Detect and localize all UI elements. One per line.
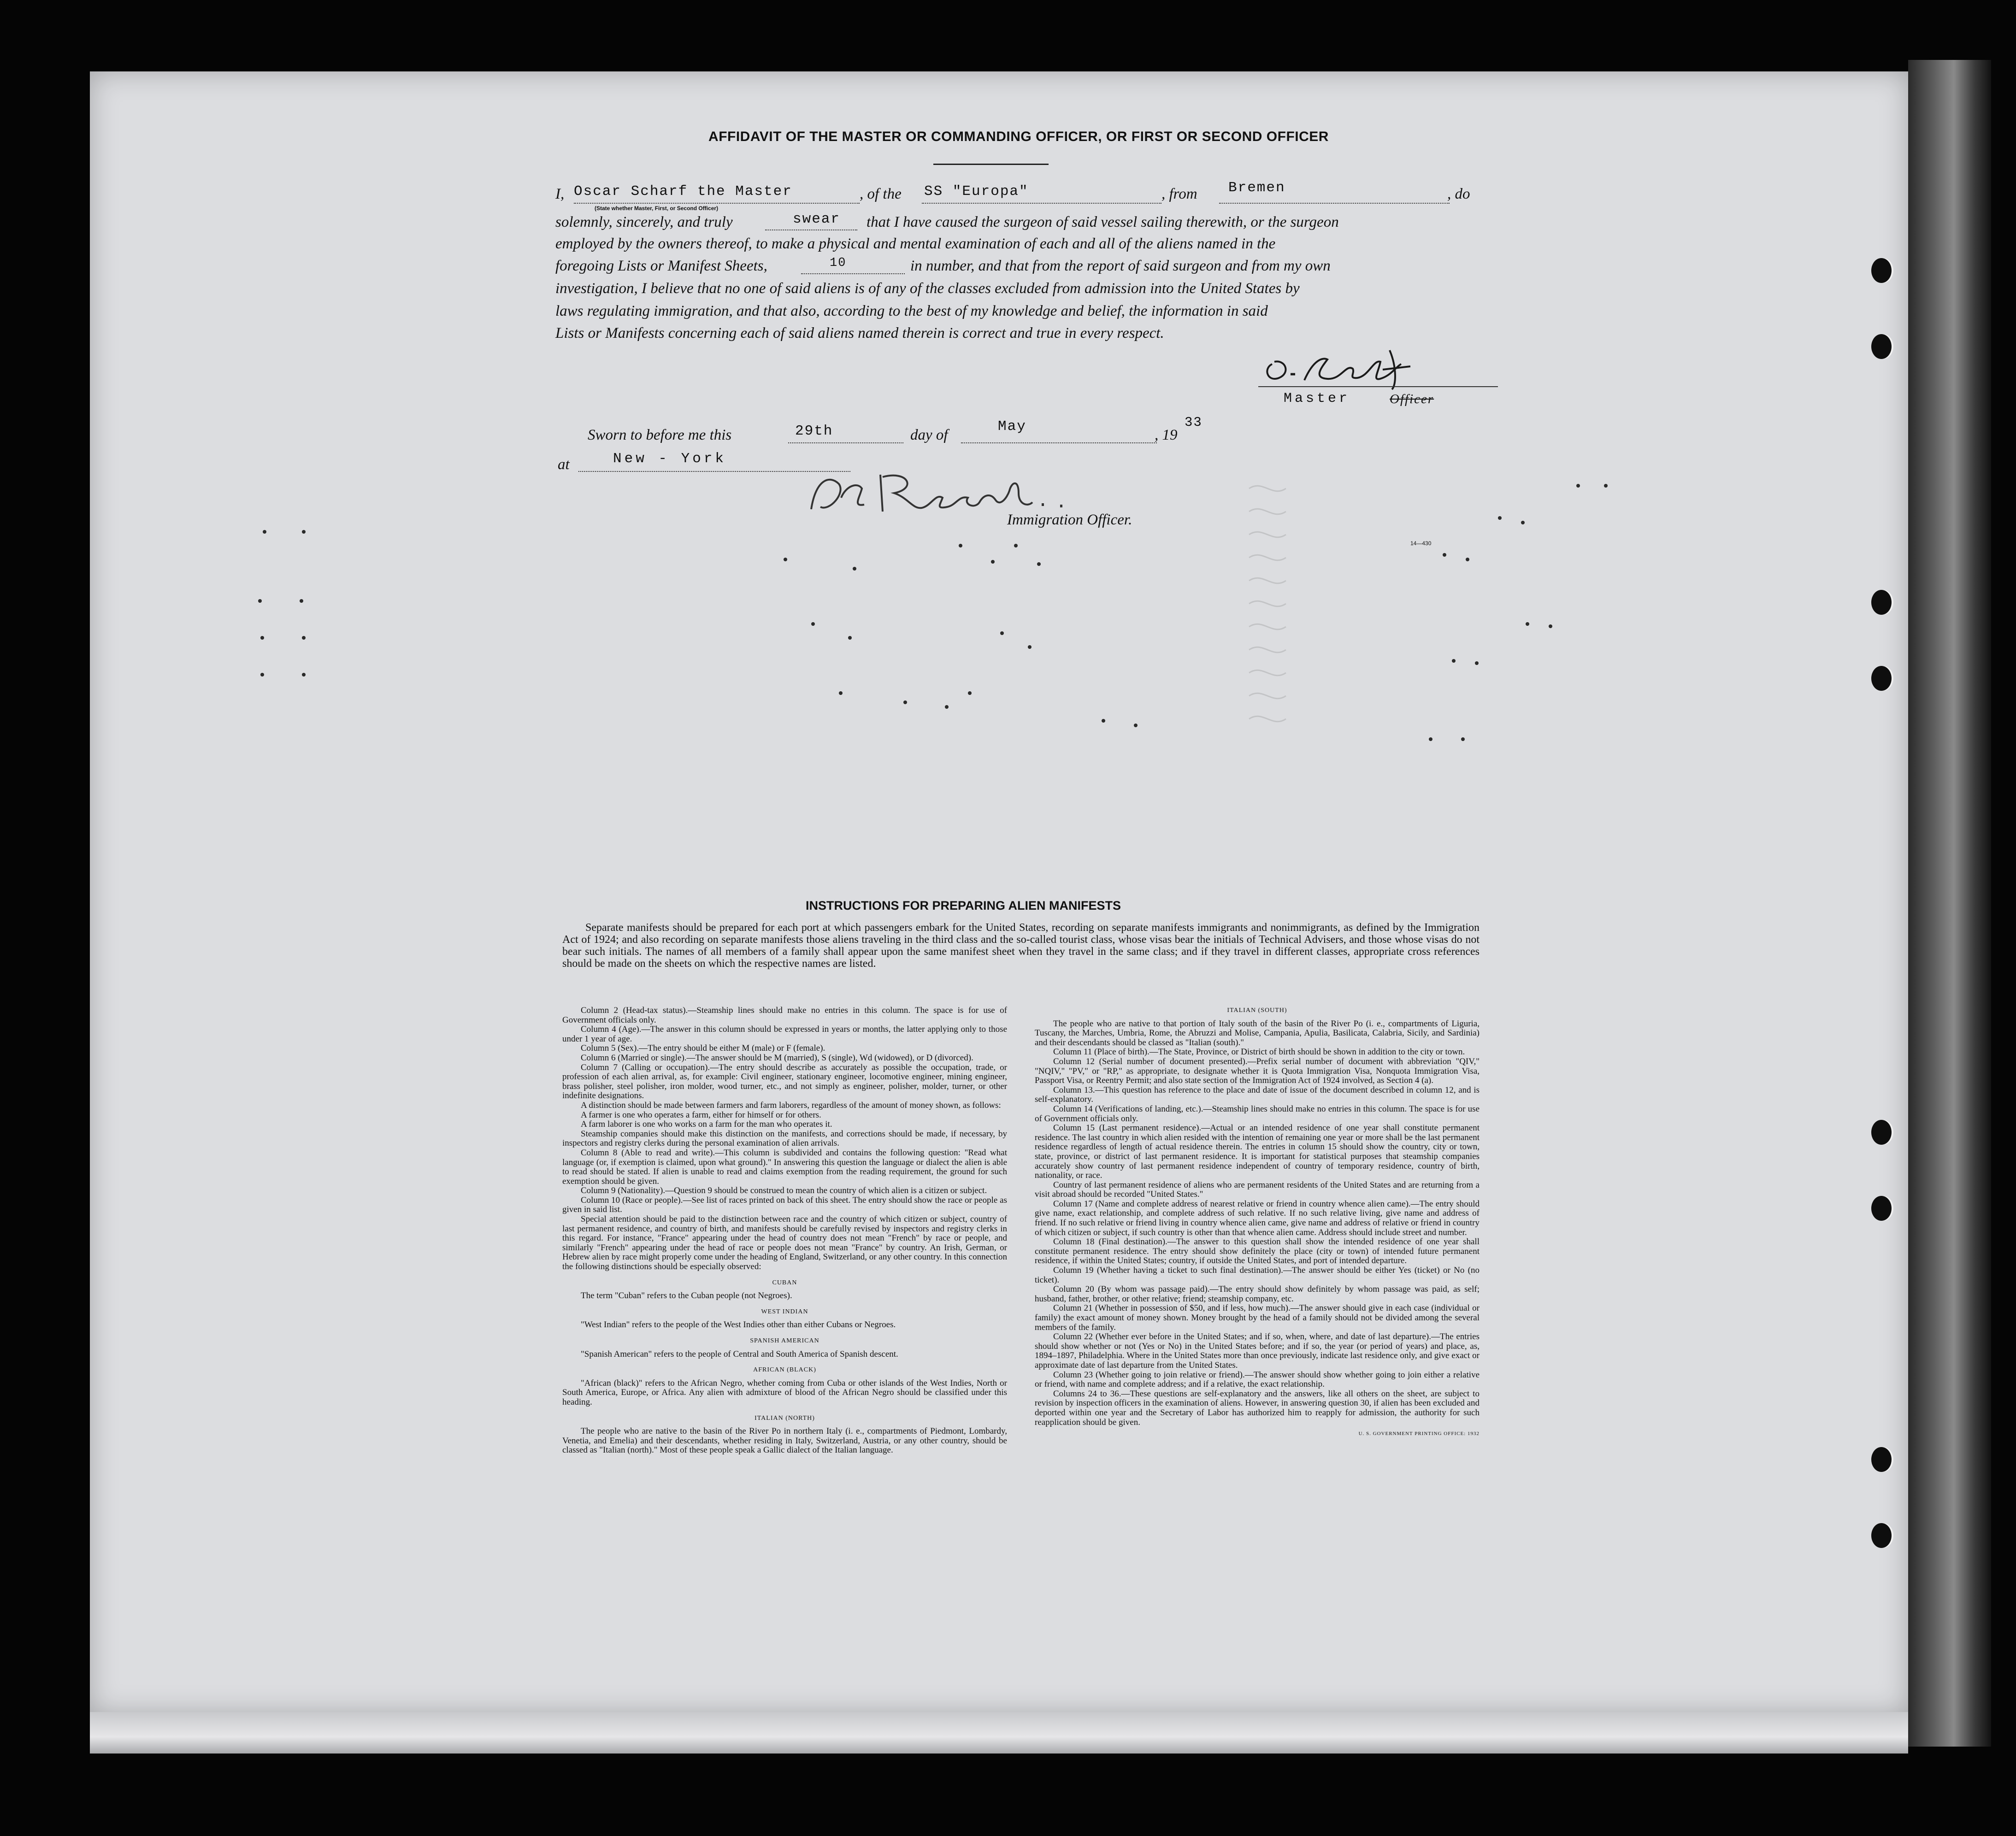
- para-african: "African (black)" refers to the African Negro, whether coming from Cuba or other islands of the West Indies, North or South America, Europe, or Africa. Any alien with admixture of blood of the African Negro should be classified under this heading.: [562, 1378, 1007, 1407]
- left-para: Column 6 (Married or single).—The answer should be M (married), S (single), Wd (widowed), or D (divorced).: [581, 1053, 973, 1063]
- right-para: Column 22 (Whether ever before in the United States; and if so, when, where, and date of last departure).—The entries should show whether or not (Yes or No) in the United States before; and if so, the year (or period of years) and place, as, 1894–1897, Philadelphia. Where in the United States more than once previously, indicate last residence only, and give exact or approximate date of last departure from the United States.: [1035, 1332, 1480, 1370]
- left-para: Column 10 (Race or people).—See list of races printed on back of this sheet. The entry should show the race or people as given in said list.: [562, 1195, 1007, 1215]
- para-west-indian: "West Indian" refers to the people of the West Indies other than either Cubans or Negroes.: [581, 1320, 896, 1330]
- form-number: 14—430: [1410, 540, 1432, 547]
- sworn-at-label: at: [558, 456, 570, 473]
- punch-hole-icon: [1871, 1523, 1892, 1548]
- para-spanish-american: "Spanish American" refers to the people of Central and South America of Spanish descent.: [581, 1349, 898, 1359]
- vessel-field: SS "Europa": [924, 183, 1029, 200]
- instructions-right-column: [1035, 1006, 1480, 1439]
- instructions-title: INSTRUCTIONS FOR PREPARING ALIEN MANIFESTS: [805, 899, 1121, 912]
- port-underline: [1219, 203, 1450, 204]
- para-cuban: The term "Cuban" refers to the Cuban people (not Negroes).: [581, 1291, 792, 1301]
- ledger-binding: [1908, 60, 1991, 1747]
- right-para: Columns 24 to 36.—These questions are self-explanatory and the answers, like all others on the sheet, are subject to revision by inspection officers in the examination of aliens. However, in answering question 30, if alien has been excluded and deported within one year and the Secretary of Labor has authorized him to reapply for admission, the authority for such reapplication should be given.: [1035, 1389, 1480, 1427]
- sheet-count-underline: [801, 273, 905, 274]
- left-para: A farmer is one who operates a farm, either for himself or for others.: [581, 1110, 821, 1120]
- affidavit-line-1a: I,: [555, 186, 565, 202]
- heading-african: AFRICAN (BLACK): [753, 1366, 816, 1374]
- left-para: Column 4 (Age).—The answer in this column should be expressed in years or months, the latter applying only to those under 1 year of age.: [562, 1024, 1007, 1044]
- affidavit-line-6: laws regulating immigration, and that also, according to the best of my knowledge and belief, the information in said: [555, 303, 1268, 319]
- right-para: Column 14 (Verifications of landing, etc.).—Steamship lines should make no entries in this column. The space is for use of Government officials only.: [1035, 1104, 1480, 1124]
- officer-rank-note: (State whether Master, First, or Second Officer): [595, 205, 719, 212]
- officer-name-field: Oscar Scharf the Master: [574, 183, 792, 200]
- left-para: Column 7 (Calling or occupation).—The entry should describe as accurately as possible the occupation, trade, or profession of each alien arrival, as, for example: Civil engineer, stationary engineer, locomotive engineer, mining engineer, brass polisher, steel polisher, iron molder, wood turner, etc., and not simply as engineer, polisher, molder, turner, or other indefinite designations.: [562, 1062, 1007, 1101]
- punch-hole-icon: [1871, 334, 1892, 359]
- show-through-marks: [1244, 479, 1798, 737]
- affidavit-line-3: employed by the owners thereof, to make a physical and mental examination of each and all of the aliens named in the: [555, 235, 1276, 252]
- sworn-month-field: May: [998, 418, 1026, 435]
- oath-value: swear: [793, 211, 841, 227]
- sworn-prefix: Sworn to before me this: [588, 427, 732, 443]
- gpo-imprint: U. S. GOVERNMENT PRINTING OFFICE: 1932: [1358, 1431, 1480, 1437]
- para-italian-north: The people who are native to the basin of the River Po in northern Italy (i. e., compartments of Piedmont, Lombardy, Venetia, and Emelia) and their descendants, whether residing in Italy, Switzerland, Austria, or any other country, should be classed as "Italian (north)." Most of these people speak a Gallic dialect of the Italian language.: [562, 1426, 1007, 1455]
- left-para: Column 8 (Able to read and write).—This column is subdivided and contains the following question: "Read what language (or, if exemption is claimed, upon what ground)." In answering this question the language or dialect the alien is able to read should be stated. If alien is unable to read and claims exemption from the reading requirement, the ground for such exemption should be given.: [562, 1148, 1007, 1186]
- instructions-intro: Separate manifests should be prepared for each port at which passengers embark for the United States, recording on separate manifests immigrants and nonimmigrants, as defined by the Immigration Act of 1924; and also recording on separate manifests those aliens traveling in the third class and the so-called tourist class, whose visas bear the initials of Technical Advisers, and those whose visas do not bear such initials. The names of all members of a family shall appear upon the same manifest sheet when they travel in the same class; and if they travel in different classes, appropriate cross references should be made on the sheets on which the respective names are listed.: [562, 922, 1480, 970]
- left-para: Special attention should be paid to the distinction between race and the country of which citizen or subject, country of last permanent residence, and country of birth, and manifests should be carefully revised by inspectors and registry clerks in this regard. For instance, "France" appearing under the head of country does not mean "French" by race or people, and similarly "French" appearing under the head of race or people does not mean "France" by country. An Irish, German, or Hebrew alien by race might properly come under the heading of England, Switzerland, or any other country. In this connection the following distinctions should be especially observed:: [562, 1214, 1007, 1272]
- master-signature-line: [1258, 386, 1498, 387]
- sworn-month-underline: [961, 442, 1157, 443]
- right-para: Country of last permanent residence of aliens who are permanent residents of the United States and are returning from a visit abroad should be recorded "United States.": [1035, 1180, 1480, 1200]
- left-para: A distinction should be made between farmers and farm laborers, regardless of the amount of money shown, as follows:: [581, 1100, 1001, 1110]
- punch-hole-icon: [1871, 1447, 1892, 1472]
- officer-title-struck: Officer: [1390, 392, 1434, 406]
- officer-name-underline: [574, 203, 860, 204]
- heading-spanish-american: SPANISH AMERICAN: [750, 1337, 819, 1344]
- right-para: Column 18 (Final destination).—The answer to this question shall show the intended residence of one year shall constitute permanent residence. The entry should show definitely the place (city or town) of intended future permanent residence, if within the United States; country, if outside the United States, and port of intended departure.: [1035, 1237, 1480, 1266]
- left-para: Steamship companies should make this distinction on the manifests, and corrections should be made, if necessary, by inspectors and registry clerks during the personal examination of alien arrivals.: [562, 1129, 1007, 1148]
- right-para: Column 19 (Whether having a ticket to such final destination).—The answer should be either Yes (ticket) or No (no ticket).: [1035, 1265, 1480, 1285]
- sworn-day-of: day of: [910, 427, 948, 443]
- heading-italian-south: ITALIAN (SOUTH): [1227, 1007, 1287, 1014]
- heading-cuban: CUBAN: [772, 1279, 797, 1286]
- heading-italian-north: ITALIAN (NORTH): [755, 1414, 815, 1422]
- instructions-left-column: [562, 1006, 1007, 1455]
- left-para: Column 5 (Sex).—The entry should be either M (male) or F (female).: [581, 1043, 825, 1053]
- left-para: A farm laborer is one who works on a farm for the man who operates it.: [581, 1119, 832, 1130]
- right-para: Column 17 (Name and complete address of nearest relative or friend in country whence alien came).—The entry should give name, exact relationship, and complete address of such relative. If no such relative living, give name and address of friend. If no such relative or friend living in country whence alien came, give name and address of relative or friend in country of which citizen or subject, if such country is other than that whence alien came. Address should include street and number.: [1035, 1199, 1480, 1237]
- punch-hole-icon: [1871, 258, 1892, 283]
- port-from-field: Bremen: [1228, 180, 1285, 196]
- affidavit-line-5: investigation, I believe that no one of said aliens is of any of the classes excluded from admission into the United States by: [555, 280, 1300, 297]
- affidavit-line-4a: foregoing Lists or Manifest Sheets,: [555, 258, 767, 274]
- affidavit-line-1b: , of the: [860, 186, 902, 202]
- title-rule: [933, 164, 1049, 165]
- right-para: Column 12 (Serial number of document presented).—Prefix serial number of document with abbreviation "QIV," "NQIV," "PV," or "RP," as appropriate, to designate whether it is Quota Immigration Visa, Nonquota Immigration Visa, Passport Visa, or Reentry Permit; and also state section of the Immigration Act of 1924 involved, as Section 4 (a).: [1035, 1056, 1480, 1086]
- punch-hole-icon: [1871, 1196, 1892, 1221]
- right-para: The people who are native to that portion of Italy south of the basin of the River Po (i. e., compartments of Liguria, Tuscany, the Marches, Umbria, Rome, the Abruzzi and Molise, Campania, Apulia, Basilicata, Calabria, Sicily, and Sardinia) and their descendants should be classed as "Italian (south).": [1035, 1018, 1480, 1047]
- officer-title-value: Master: [1284, 391, 1350, 406]
- punch-hole-icon: [1871, 590, 1892, 615]
- vessel-underline: [922, 203, 1161, 204]
- affidavit-line-2b: that I have caused the surgeon of said vessel sailing therewith, or the surgeon: [867, 214, 1339, 230]
- sworn-place-field: New - York: [613, 451, 727, 467]
- page-bottom-edge: [90, 1712, 1908, 1754]
- punch-hole-icon: [1871, 1120, 1892, 1145]
- right-para: Column 11 (Place of birth).—The State, Province, or District of birth should be shown in addition to the city or town.: [1053, 1047, 1465, 1057]
- affidavit-line-1d: , do: [1447, 186, 1470, 202]
- right-para: Column 23 (Whether going to join relative or friend).—The answer should show whether going to join either a relative or friend, with name and complete address; and if a relative, the exact relationship.: [1035, 1370, 1480, 1389]
- affidavit-title: AFFIDAVIT OF THE MASTER OR COMMANDING OFFICER, OR FIRST OR SECOND OFFICER: [708, 129, 1329, 144]
- affidavit-line-4b: in number, and that from the report of said surgeon and from my own: [910, 258, 1331, 274]
- right-para: Column 21 (Whether in possession of $50, and if less, how much).—The answer should give in each case (individual or family) the exact amount of money shown. Money brought by the head of a family should not be divided among the several members of the family.: [1035, 1303, 1480, 1332]
- right-para: Column 13.—This question has reference to the place and date of issue of the document described in column 12, and is self-explanatory.: [1035, 1085, 1480, 1105]
- immigration-officer-label: Immigration Officer.: [1007, 512, 1132, 528]
- right-para: Column 20 (By whom was passage paid).—The entry should show definitely by whom passage was paid, as self; husband, father, brother, or other relative; friend; steamship company, etc.: [1035, 1284, 1480, 1304]
- affidavit-line-1c: , from: [1161, 186, 1197, 202]
- heading-west-indian: WEST INDIAN: [761, 1308, 808, 1315]
- left-para: Column 9 (Nationality).—Question 9 should be construed to mean the country of which alien is a citizen or subject.: [581, 1186, 987, 1196]
- punch-hole-icon: [1871, 666, 1892, 691]
- affidavit-line-7: Lists or Manifests concerning each of said aliens named therein is correct and true in every respect.: [555, 325, 1164, 341]
- left-para: Column 2 (Head-tax status).—Steamship lines should make no entries in this column. The space is for use of Government officials only.: [562, 1006, 1007, 1025]
- sworn-day-underline: [788, 442, 903, 443]
- sheet-count-field: 10: [830, 256, 847, 270]
- sworn-day-field: 29th: [795, 423, 833, 439]
- right-para: Column 15 (Last permanent residence).—Actual or an intended residence of one year shall constitute permanent residence. The last country in which alien resided with the intention of remaining one year or more shall be the last permanent residence regardless of length of actual residence therein. The entries in column 15 should show the country, city or town, state, province, or district of last permanent residence. It is important for statistical purposes that steamship companies accurately show country of last permanent residence independent of country of temporary residence, country of birth, nationality, or race.: [1035, 1123, 1480, 1181]
- affidavit-line-2a: solemnly, sincerely, and truly: [555, 214, 733, 230]
- sworn-year-suffix: 33: [1185, 415, 1203, 430]
- master-signature: [1258, 341, 1452, 392]
- sworn-year-prefix: , 19: [1155, 427, 1178, 443]
